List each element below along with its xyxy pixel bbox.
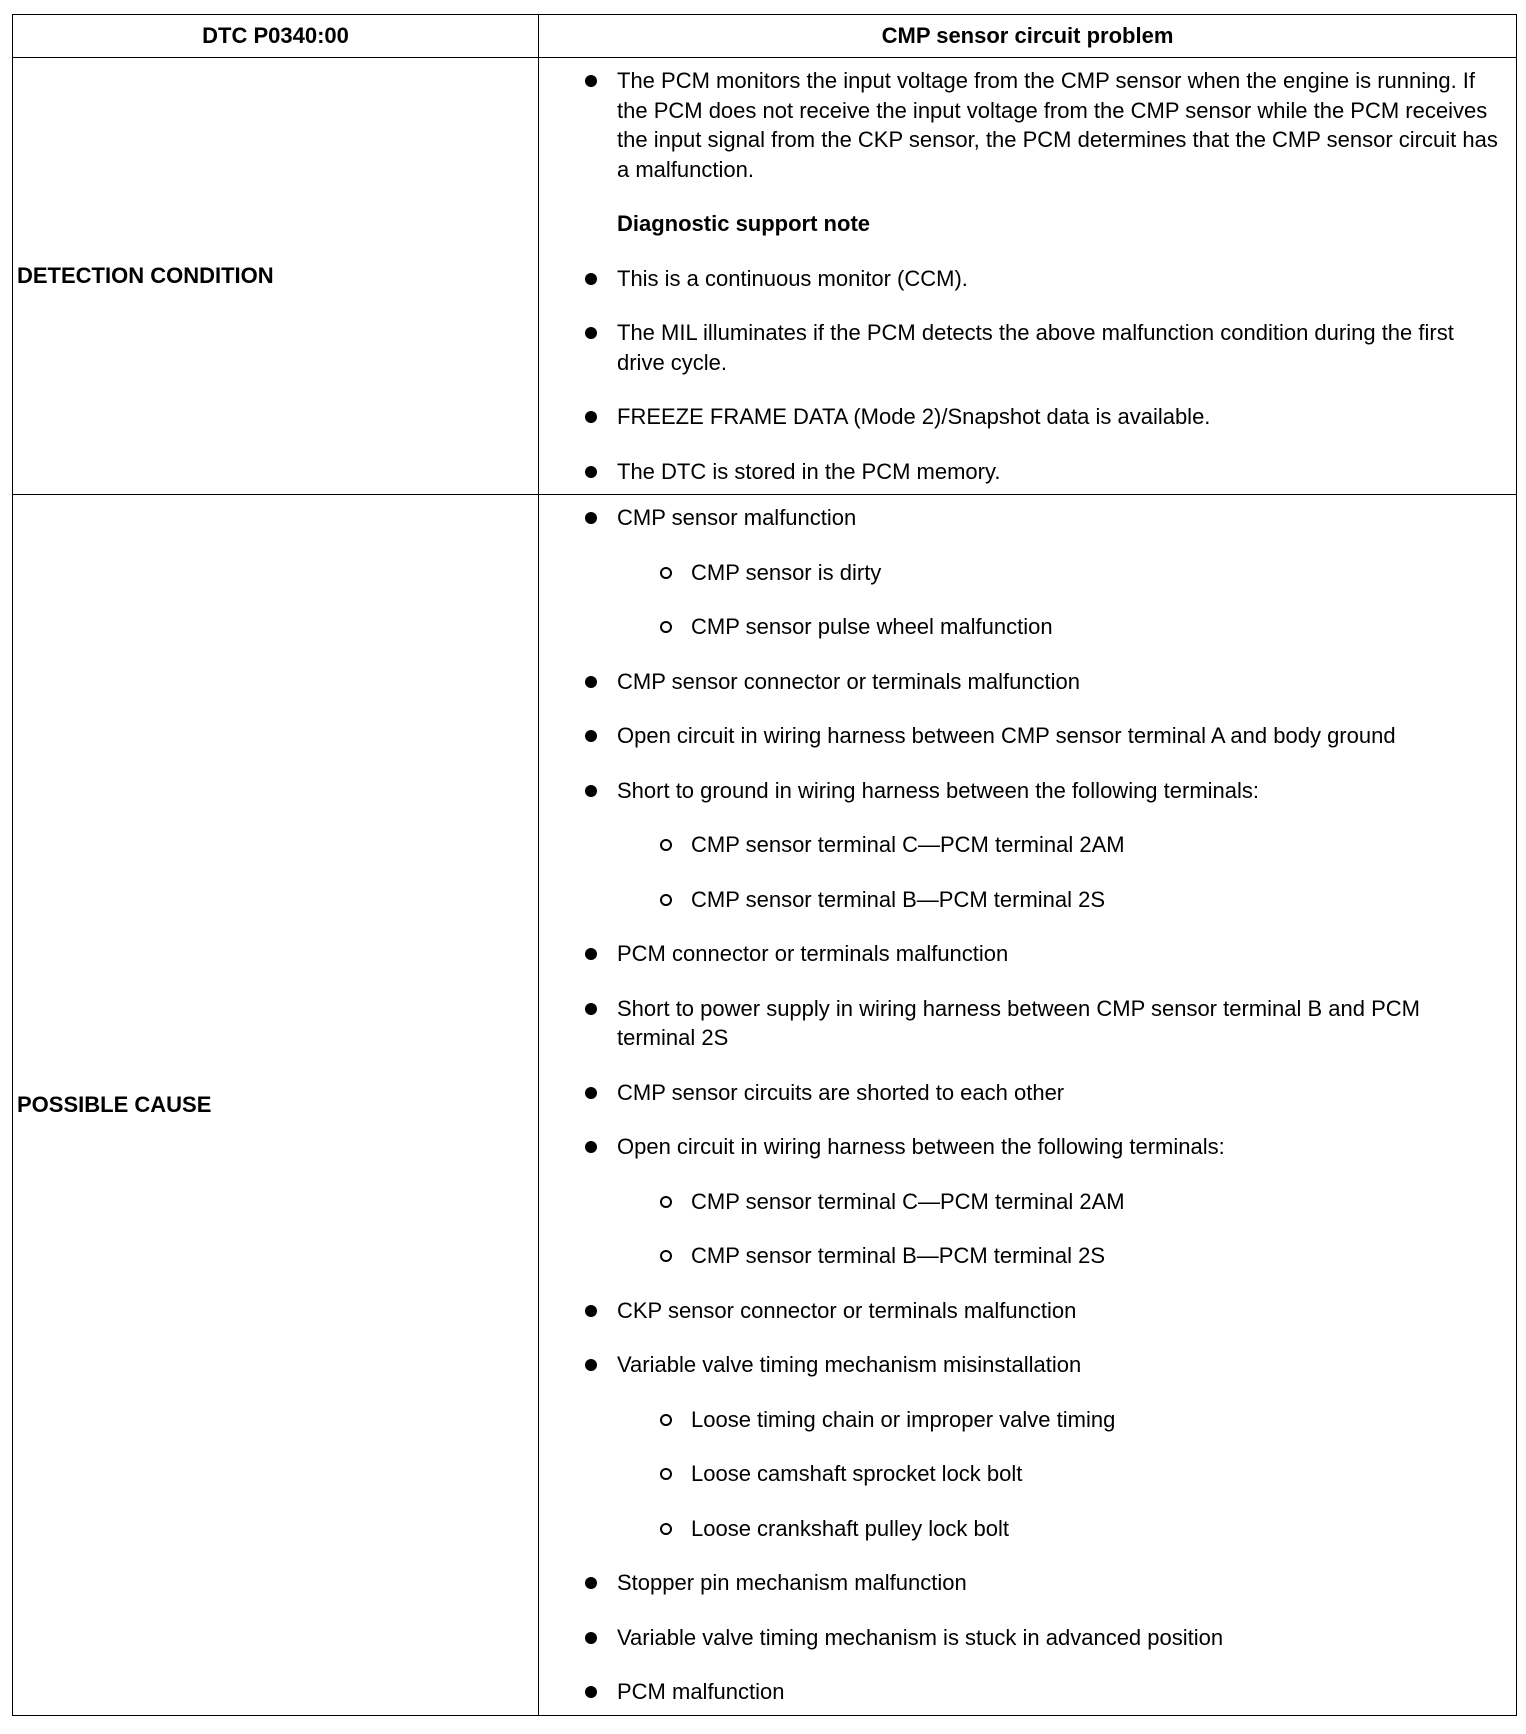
dtc-code-header: DTC P0340:00 [13,15,539,58]
possible-cause-label: POSSIBLE CAUSE [13,495,539,1716]
list-item: The DTC is stored in the PCM memory. [539,457,1502,487]
possible-cause-content [539,495,1517,1716]
list-item: PCM connector or terminals malfunction [539,939,1502,969]
dtc-title-header: CMP sensor circuit problem [539,15,1517,58]
list-item: CMP sensor circuits are shorted to each other [539,1078,1502,1108]
sub-list-item: CMP sensor terminal C—PCM terminal 2AM [539,830,1502,860]
list-item: Variable valve timing mechanism is stuck in advanced position [539,1623,1502,1653]
list-item: The MIL illuminates if the PCM detects the above malfunction condition during the first drive cycle. [539,318,1502,377]
list-item: This is a continuous monitor (CCM). [539,264,1502,294]
sub-list-item: CMP sensor terminal B—PCM terminal 2S [539,1241,1502,1271]
support-note-heading: Diagnostic support note [617,211,870,236]
sub-list-item: CMP sensor pulse wheel malfunction [539,612,1502,642]
list-item: PCM malfunction [539,1677,1502,1707]
header-row [13,15,1517,58]
list-item: CMP sensor connector or terminals malfunction [539,667,1502,697]
possible-cause-row [13,495,1517,1716]
list-item: Open circuit in wiring harness between CMP sensor terminal A and body ground [539,721,1502,751]
list-item: Open circuit in wiring harness between the following terminals: [539,1132,1502,1162]
list-item: The PCM monitors the input voltage from the CMP sensor when the engine is running. If the PCM does not receive the input voltage from the CMP sensor while the PCM receives the input signal from the CKP sensor, the PCM determines that the CMP sensor circuit has a malfunction. [539,66,1502,184]
list-item: FREEZE FRAME DATA (Mode 2)/Snapshot data is available. [539,402,1502,432]
list-item: Short to power supply in wiring harness between CMP sensor terminal B and PCM terminal 2S [539,994,1502,1053]
sub-list-item: Loose crankshaft pulley lock bolt [539,1514,1502,1544]
sub-list-item: CMP sensor terminal C—PCM terminal 2AM [539,1187,1502,1217]
list-item: CKP sensor connector or terminals malfunction [539,1296,1502,1326]
list-item: CMP sensor malfunction [539,503,1502,533]
dtc-table [12,14,1517,1716]
sub-list-item: Loose timing chain or improper valve timing [539,1405,1502,1435]
detection-condition-row [13,58,1517,495]
list-item: Stopper pin mechanism malfunction [539,1568,1502,1598]
sub-list-item: CMP sensor terminal B—PCM terminal 2S [539,885,1502,915]
possible-cause-list [539,503,1502,1707]
detection-condition-content [539,58,1517,495]
list-item: Variable valve timing mechanism misinstallation [539,1350,1502,1380]
detection-condition-label: DETECTION CONDITION [13,58,539,495]
sub-list-item: CMP sensor is dirty [539,558,1502,588]
sub-list-item: Loose camshaft sprocket lock bolt [539,1459,1502,1489]
detection-condition-list [539,66,1502,486]
list-item: Short to ground in wiring harness between the following terminals: [539,776,1502,806]
